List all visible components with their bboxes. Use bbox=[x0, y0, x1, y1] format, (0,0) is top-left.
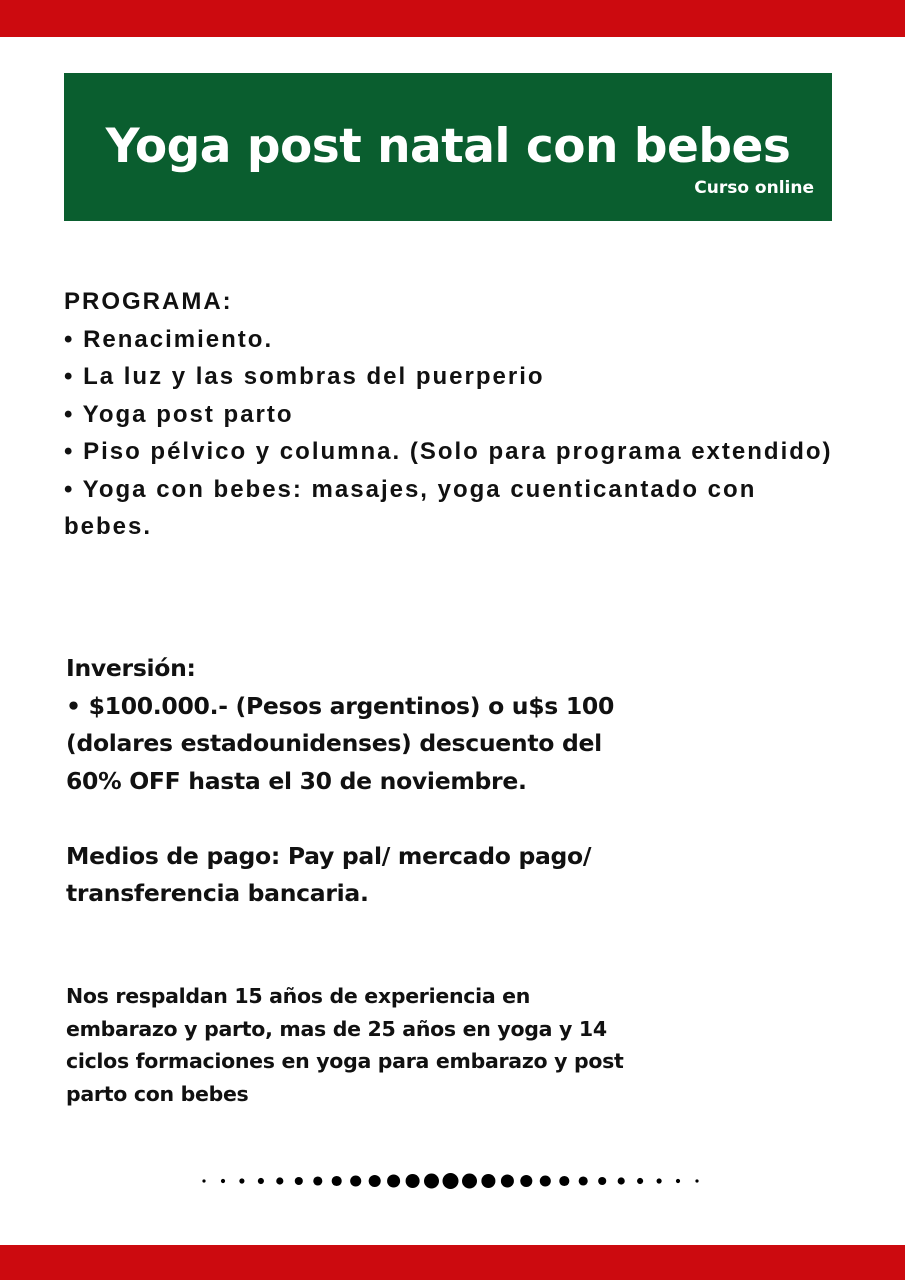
divider-dot bbox=[406, 1174, 420, 1188]
program-item: • Yoga con bebes: masajes, yoga cuenticantado con bebes. bbox=[64, 475, 757, 540]
price-text: • $100.000.- (Pesos argentinos) o u$s 100 (dolares estadounidenses) descuento del 60% OFF hasta el 30 de noviembre. bbox=[66, 691, 614, 795]
course-type-label: Curso online bbox=[694, 178, 814, 198]
program-item: • La luz y las sombras del puerperio bbox=[64, 363, 545, 390]
divider-dot bbox=[443, 1173, 459, 1189]
divider-dot bbox=[221, 1179, 225, 1183]
page-title: Yoga post natal con bebes bbox=[105, 119, 791, 174]
divider-dot bbox=[276, 1177, 283, 1184]
investment-section bbox=[66, 650, 626, 950]
bottom-stripe bbox=[0, 1245, 905, 1280]
divider-dot bbox=[481, 1174, 495, 1188]
divider-dot bbox=[295, 1177, 303, 1185]
divider-dot bbox=[350, 1175, 361, 1186]
investment-heading: Inversión: bbox=[66, 654, 196, 682]
divider-dot bbox=[637, 1178, 643, 1184]
divider-dot bbox=[462, 1173, 477, 1188]
divider-dot bbox=[540, 1175, 551, 1186]
program-item: • Renacimiento. bbox=[64, 325, 274, 353]
divider-dot bbox=[676, 1179, 680, 1183]
divider-dot bbox=[202, 1179, 205, 1182]
program-item: • Piso pélvico y columna. (Solo para programa extendido) bbox=[64, 438, 833, 465]
divider-dot bbox=[501, 1174, 514, 1187]
divider-dot bbox=[369, 1175, 381, 1187]
dotted-divider bbox=[200, 1168, 705, 1194]
divider-dot bbox=[520, 1175, 532, 1187]
program-section bbox=[64, 283, 844, 546]
divider-dot bbox=[618, 1177, 625, 1184]
program-item: • Yoga post parto bbox=[64, 400, 294, 428]
divider-dot bbox=[258, 1178, 264, 1184]
divider-dot bbox=[313, 1176, 322, 1185]
payment-methods-text: Medios de pago: Pay pal/ mercado pago/ transferencia bancaria. bbox=[66, 841, 592, 907]
program-heading: PROGRAMA: bbox=[64, 288, 233, 315]
divider-dot bbox=[559, 1176, 569, 1186]
experience-statement: Nos respaldan 15 años de experiencia en embarazo y parto, mas de 25 años en yoga y 14 ciclos formaciones en yoga para embarazo y post parto con bebes bbox=[66, 984, 624, 1106]
divider-dot bbox=[387, 1174, 400, 1187]
top-stripe bbox=[0, 0, 905, 37]
divider-dot bbox=[332, 1176, 342, 1186]
divider-dot bbox=[424, 1173, 439, 1188]
divider-dot bbox=[239, 1178, 244, 1183]
title-banner bbox=[64, 73, 832, 221]
divider-dot bbox=[598, 1177, 606, 1185]
divider-dot bbox=[657, 1178, 662, 1183]
divider-dot bbox=[579, 1176, 588, 1185]
divider-dot bbox=[695, 1179, 698, 1182]
